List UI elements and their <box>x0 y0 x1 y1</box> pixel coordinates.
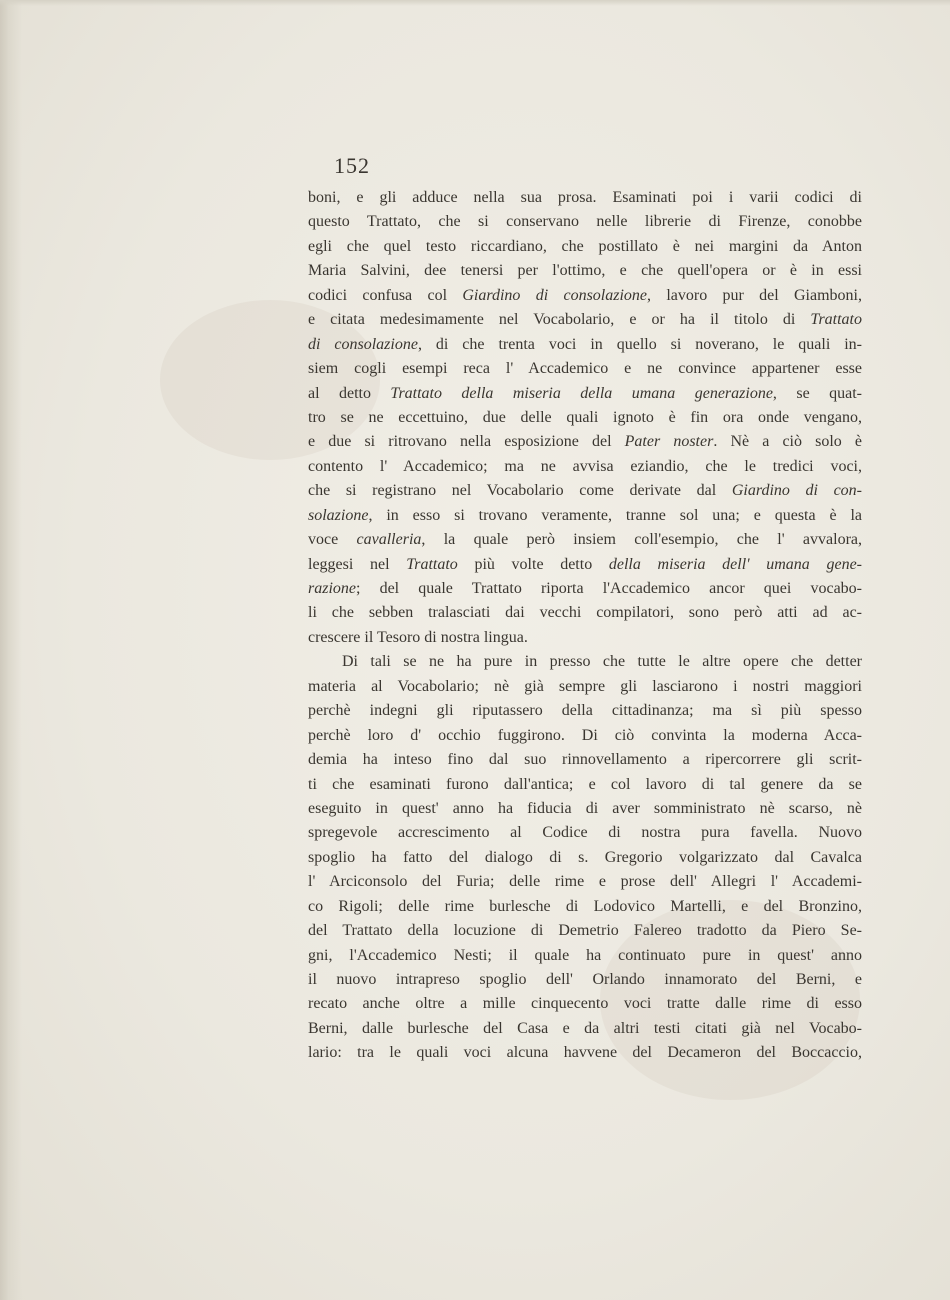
text-segment: co Rigoli; delle rime burlesche di Lodovico Martelli, e del Bronzino, <box>308 897 862 915</box>
text-line <box>308 259 862 283</box>
text-line <box>308 284 862 308</box>
text-line <box>308 626 862 650</box>
text-segment: il nuovo intrapreso spoglio dell' Orlando innamorato del Berni, e <box>308 971 862 988</box>
text-line <box>308 724 862 748</box>
text-segment: e due si ritrovano nella esposizione del <box>308 433 625 451</box>
text-line <box>308 333 862 357</box>
text-segment: , in esso si trovano veramente, tranne sol una; e questa è la <box>368 506 862 524</box>
text-segment: al detto <box>308 384 391 402</box>
text-segment: più volte detto <box>457 555 609 573</box>
text-segment: , la quale però insiem coll'esempio, che l' avvalora, <box>421 531 863 549</box>
text-line <box>308 919 862 943</box>
italic-text-segment: della miseria dell' umana gene- <box>608 555 862 573</box>
text-segment: , di che trenta voci in quello si noverano, le quali in- <box>417 335 862 353</box>
page-binding-edge <box>0 0 22 1300</box>
text-segment: gni, l'Accademico Nesti; il quale ha continuato pure in quest' anno <box>308 946 862 964</box>
text-line <box>308 186 862 210</box>
text-segment: del Trattato della locuzione di Demetrio Falereo tradotto da Piero Se- <box>308 922 862 940</box>
text-segment: materia al Vocabolario; nè già sempre gli lasciarono i nostri maggiori <box>308 677 862 695</box>
text-line <box>308 895 862 919</box>
text-line <box>308 1017 862 1041</box>
body-text <box>308 186 862 1066</box>
text-segment: l' Arciconsolo del Furia; delle rime e prose dell' Allegri l' Accademi- <box>308 873 862 891</box>
italic-text-segment: razione <box>308 580 356 597</box>
text-line <box>308 235 862 259</box>
text-segment: crescere il Tesoro di nostra lingua. <box>308 628 528 646</box>
text-segment: perchè loro d' occhio fuggirono. Di ciò convinta la moderna Acca- <box>308 726 862 744</box>
text-line <box>308 1041 862 1065</box>
text-segment: spoglio ha fatto del dialogo di s. Gregorio volgarizzato dal Cavalca <box>308 848 862 866</box>
text-line <box>308 944 862 968</box>
text-line <box>308 992 862 1016</box>
text-segment: egli che quel testo riccardiano, che postillato è nei margini da Anton <box>308 237 862 255</box>
text-segment: , se quat- <box>772 384 862 402</box>
text-segment: codici confusa col <box>308 286 463 304</box>
text-segment: lario: tra le quali voci alcuna havvene del Decameron del Boccaccio, <box>308 1044 862 1062</box>
text-segment: demia ha inteso fino dal suo rinnovellamento a ripercorrere gli scrit- <box>308 751 862 769</box>
text-line <box>308 479 862 503</box>
text-line <box>308 650 862 674</box>
text-line <box>308 455 862 479</box>
italic-text-segment: Trattato <box>406 555 458 573</box>
text-segment: questo Trattato, che si conservano nelle librerie di Firenze, conobbe <box>308 213 862 231</box>
text-segment: leggesi nel <box>308 555 407 573</box>
text-line <box>308 504 862 528</box>
italic-text-segment: Pater noster <box>624 433 714 451</box>
text-segment: spregevole accrescimento al Codice di nostra pura favella. Nuovo <box>308 824 862 842</box>
text-line <box>308 430 862 454</box>
text-line <box>308 773 862 797</box>
text-line <box>308 699 862 723</box>
text-segment: siem cogli esempi reca l' Accademico e ne convince appartener esse <box>308 360 862 378</box>
text-line <box>308 846 862 870</box>
text-segment: Maria Salvini, dee tenersi per l'ottimo, e che quell'opera or è in essi <box>308 262 862 280</box>
text-segment: recato anche oltre a mille cinquecento voci tratte dalle rime di esso <box>308 995 862 1013</box>
text-segment: voce <box>308 531 357 549</box>
text-line <box>308 870 862 894</box>
text-line <box>308 308 862 332</box>
text-line <box>308 748 862 772</box>
text-line <box>308 382 862 406</box>
text-segment: li che sebben tralasciati dai vecchi compilatori, sono però atti ad ac- <box>308 604 862 622</box>
text-line <box>308 968 862 992</box>
text-line <box>308 577 862 601</box>
text-segment: ti che esaminati furono dall'antica; e col lavoro di tal genere da se <box>308 775 862 793</box>
text-segment: , lavoro pur del Giamboni, <box>647 286 862 304</box>
italic-text-segment: di consolazione <box>308 335 418 353</box>
text-line <box>308 406 862 430</box>
text-segment: eseguito in quest' anno ha fiducia di aver somministrato nè scarso, nè <box>308 799 862 817</box>
text-line <box>308 797 862 821</box>
text-line <box>308 821 862 845</box>
text-segment: ; del quale Trattato riporta l'Accademico ancor quei vocabo- <box>356 580 862 597</box>
page-top-edge <box>0 0 950 6</box>
text-segment: che si registrano nel Vocabolario come derivate dal <box>308 482 732 500</box>
text-line <box>308 210 862 234</box>
italic-text-segment: Trattato della miseria della umana generazione <box>390 384 773 402</box>
text-segment: . Nè a ciò solo è <box>713 433 863 451</box>
italic-text-segment: Giardino di con- <box>731 482 863 500</box>
italic-text-segment: Trattato <box>810 311 862 329</box>
text-segment: e citata medesimamente nel Vocabolario, e or ha il titolo di <box>308 311 811 329</box>
text-line <box>308 675 862 699</box>
text-line <box>308 601 862 625</box>
italic-text-segment: cavalleria <box>356 531 422 549</box>
italic-text-segment: solazione <box>308 506 369 524</box>
italic-text-segment: Giardino di consolazione <box>462 286 648 304</box>
text-segment: tro se ne eccettuino, due delle quali ignoto è fin ora onde vengano, <box>308 408 862 426</box>
text-segment: Berni, dalle burlesche del Casa e da altri testi citati già nel Vocabo- <box>308 1019 862 1037</box>
text-segment: contento l' Accademico; ma ne avvisa eziandio, che le tredici voci, <box>308 457 862 475</box>
text-segment: perchè indegni gli riputassero della cittadinanza; ma sì più spesso <box>308 702 862 720</box>
text-segment: Di tali se ne ha pure in presso che tutte le altre opere che detter <box>342 653 862 671</box>
text-line <box>308 528 862 552</box>
text-line <box>308 553 862 577</box>
page-number: 152 <box>334 153 370 178</box>
text-segment: boni, e gli adduce nella sua prosa. Esaminati poi i varii codici di <box>308 189 862 206</box>
text-line <box>308 357 862 381</box>
